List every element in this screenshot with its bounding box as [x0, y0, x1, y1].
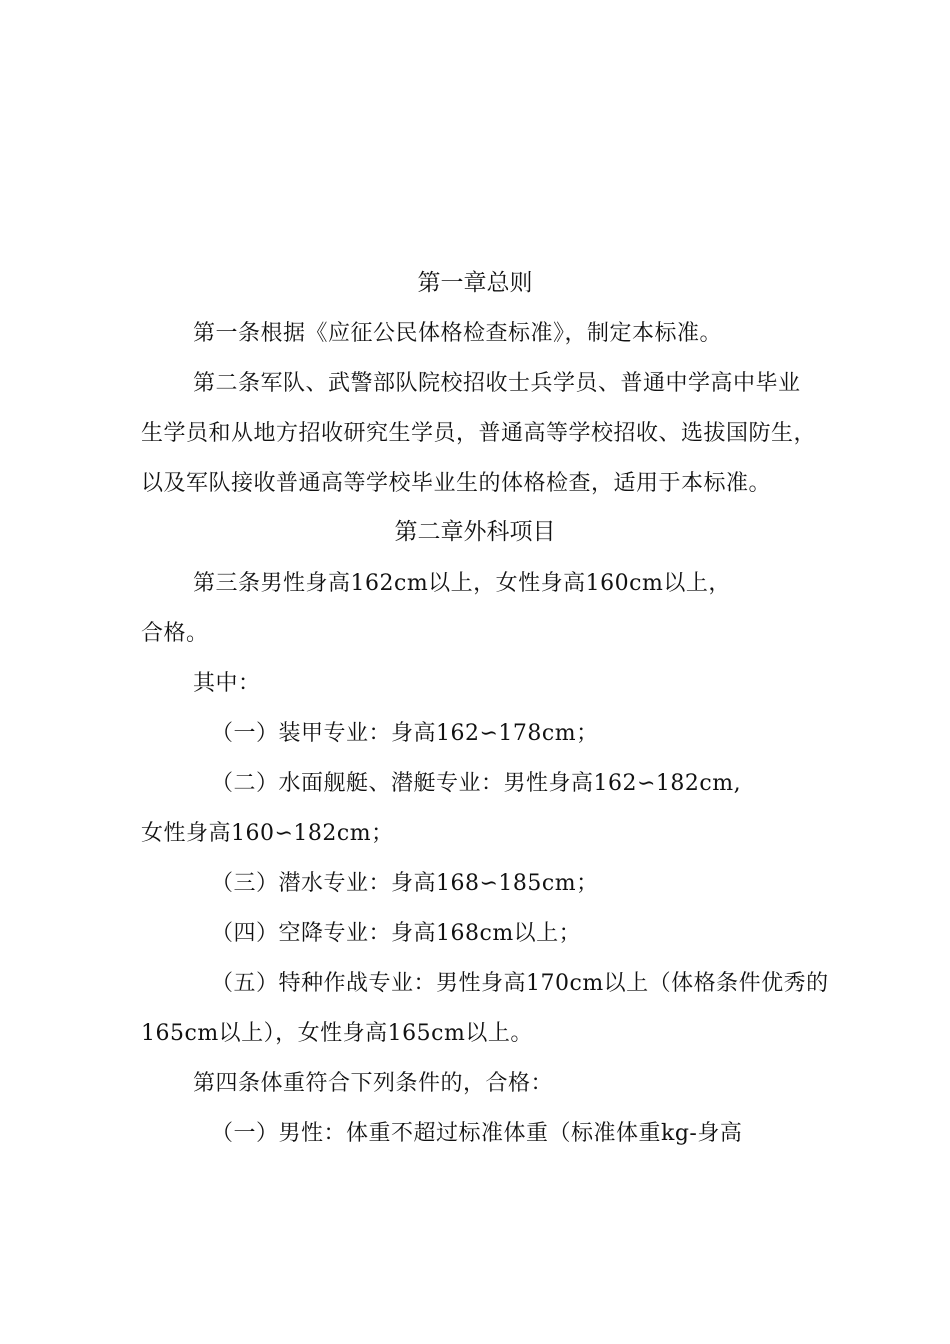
item-airborne: （四）空降专业：身高168cm以上；	[211, 921, 582, 946]
item-diving: （三）潜水专业：身高168∽185cm；	[211, 871, 599, 896]
article-4-item-1: （一）男性：体重不超过标准体重（标准体重kg-身高	[211, 1121, 743, 1146]
article-3-line-2: 合格。	[141, 621, 209, 646]
item-ships-line-2: 女性身高160∽182cm；	[141, 821, 394, 846]
item-special-ops-line-1: （五）特种作战专业：男性身高170cm以上（体格条件优秀的	[211, 971, 829, 996]
article-2-line-1: 第二条军队、武警部队院校招收士兵学员、普通中学高中毕业	[193, 371, 801, 396]
item-armor: （一）装甲专业：身高162∽178cm；	[211, 721, 599, 746]
chapter-1-title: 第一章总则	[417, 270, 533, 296]
item-ships-line-1: （二）水面舰艇、潜艇专业：男性身高162∽182cm,	[211, 771, 742, 796]
among-label: 其中：	[193, 671, 261, 696]
article-2-line-2: 生学员和从地方招收研究生学员，普通高等学校招收、选拔国防生，	[141, 421, 817, 446]
article-4: 第四条体重符合下列条件的，合格：	[193, 1071, 554, 1096]
article-3-line-1: 第三条男性身高162cm以上，女性身高160cm以上，	[193, 571, 731, 596]
chapter-2-title: 第二章外科项目	[394, 519, 556, 545]
item-special-ops-line-2: 165cm以上），女性身高165cm以上。	[141, 1021, 533, 1046]
article-2-line-3: 以及军队接收普通高等学校毕业生的体格检查，适用于本标准。	[141, 471, 772, 496]
article-1: 第一条根据《应征公民体格检查标准》，制定本标准。	[193, 321, 723, 346]
